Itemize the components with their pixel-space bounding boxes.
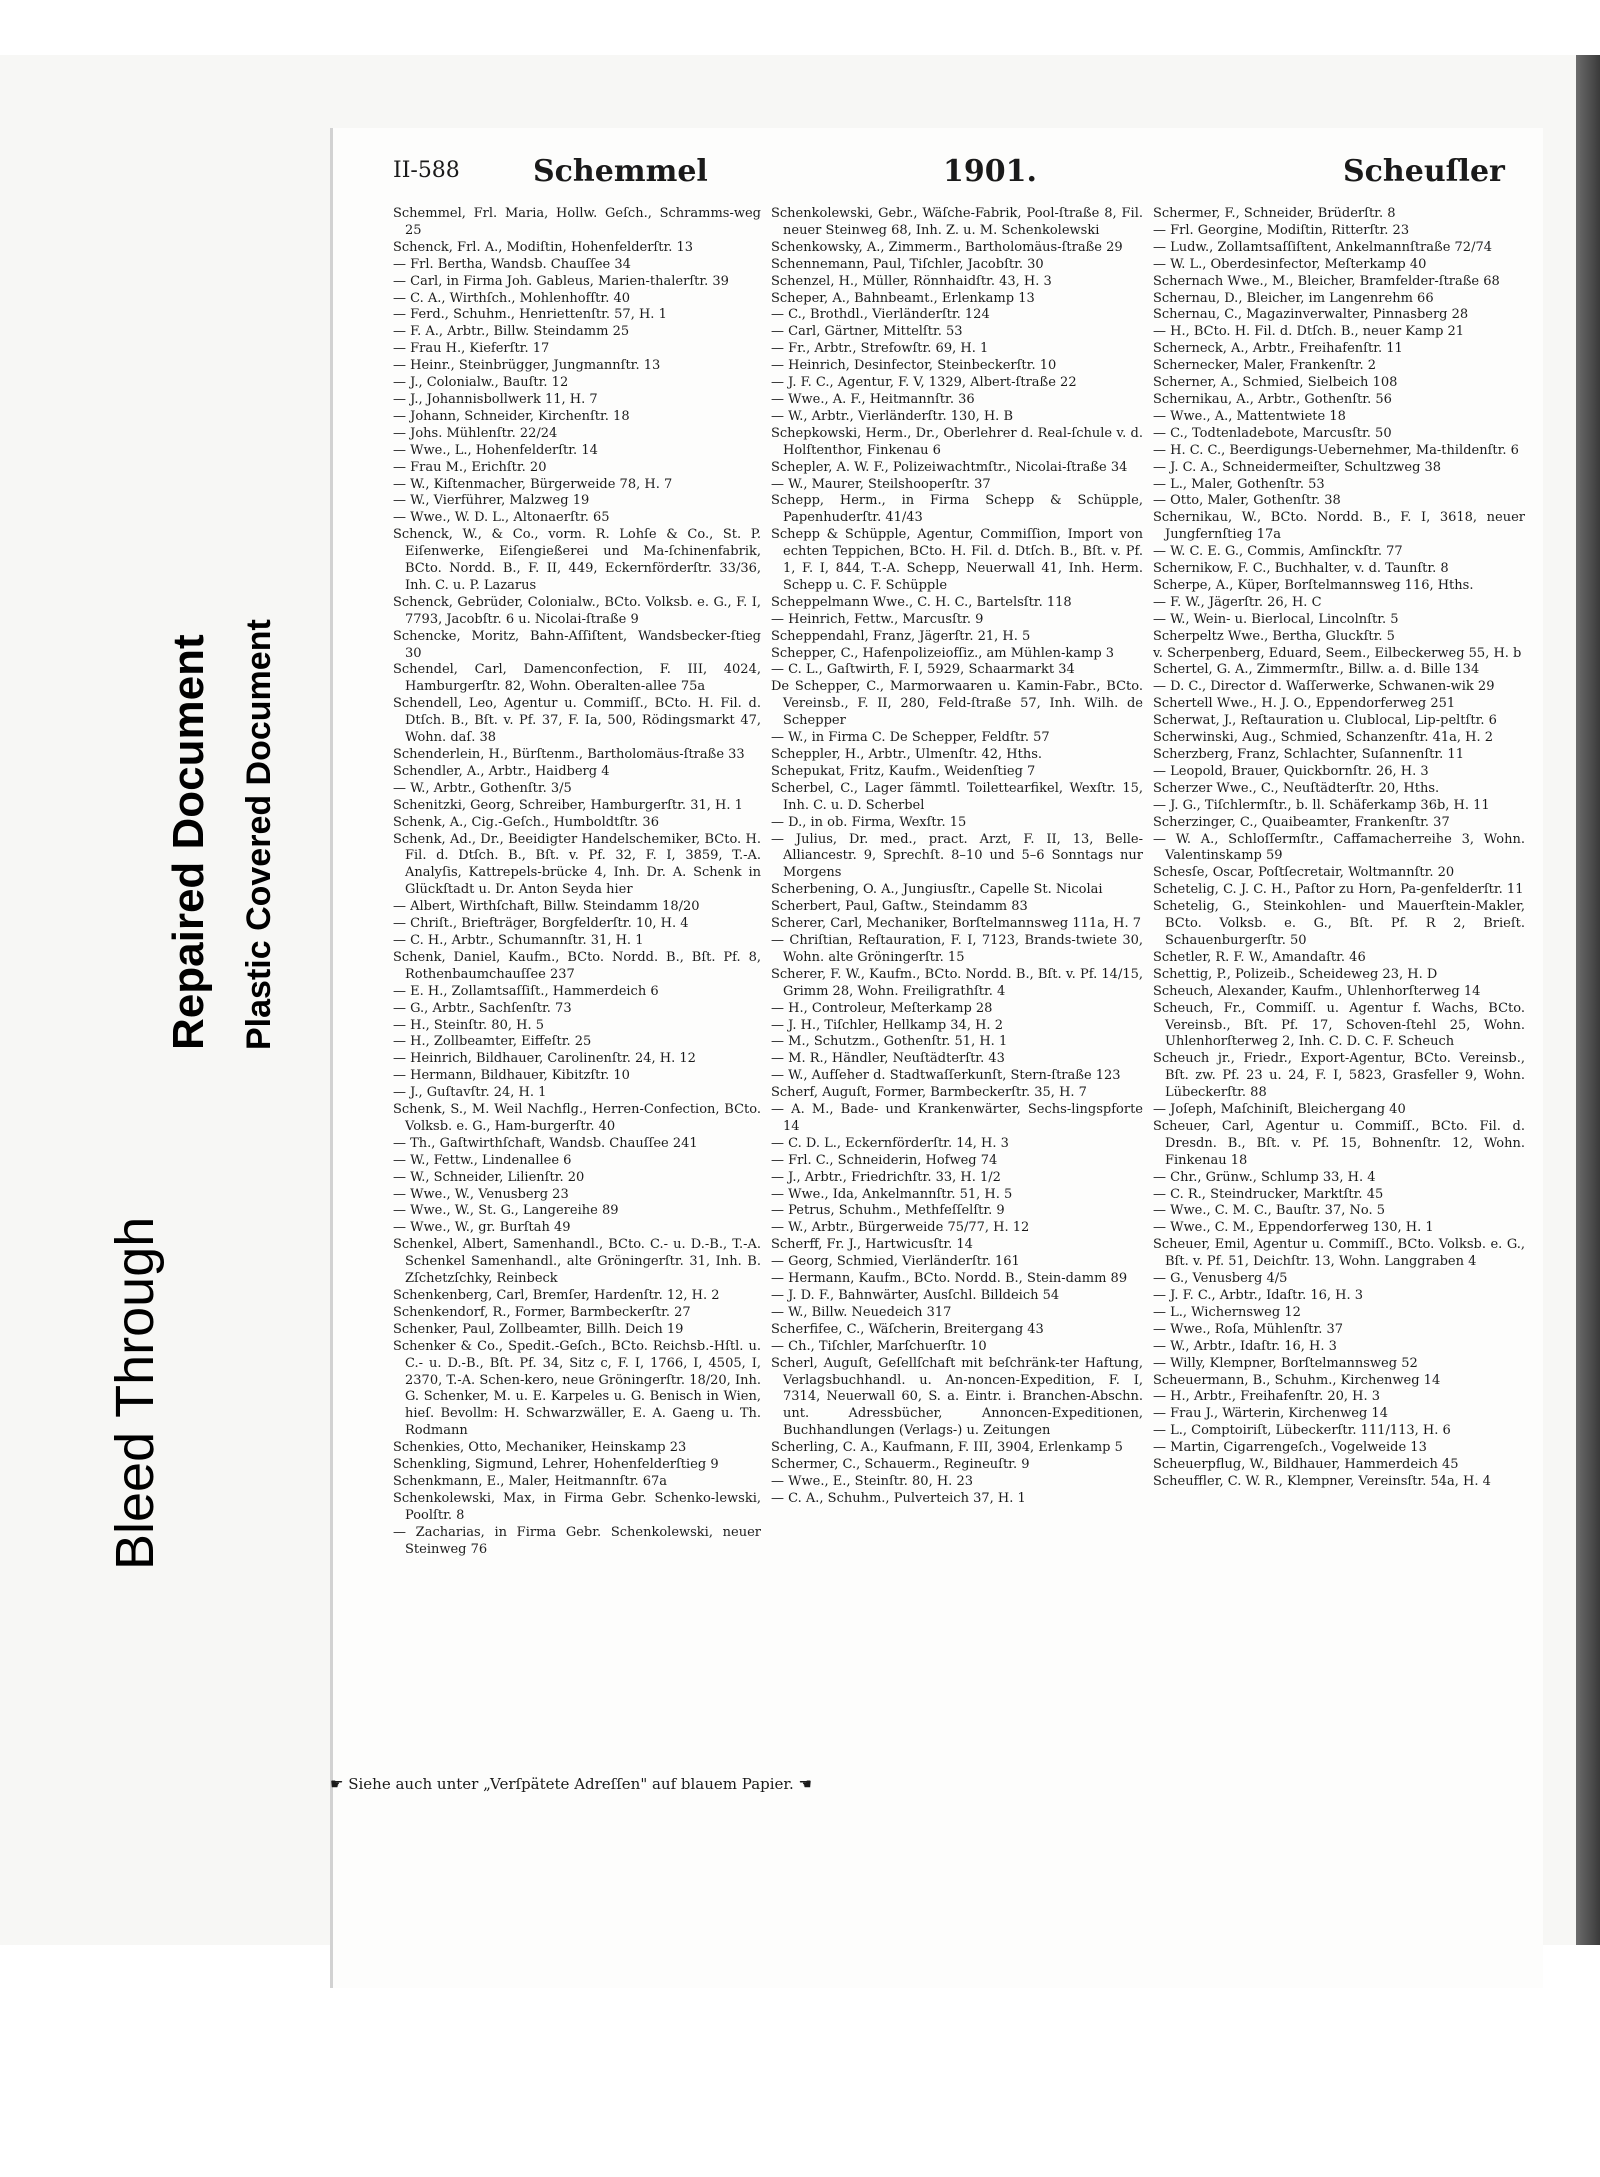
column-right (1153, 206, 1525, 1886)
directory-entry: — D., in ob. Firma, Wexſtr. 15 (771, 814, 967, 830)
label-bleed-through: Bleed Through (105, 1216, 165, 1570)
directory-entry: — L., Maler, Gothenſtr. 53 (1153, 476, 1325, 492)
directory-entry: Schenkenberg, Carl, Bremſer, Hardenſtr. 12, H. 2 (393, 1288, 720, 1303)
directory-entry: — W. C. E. G., Commis, Amſinckſtr. 77 (1153, 544, 1403, 560)
directory-entry: Schepkowski, Herm., Dr., Oberlehrer d. Real-ſchule v. d. Holſtenthor, Finkenau 6 (771, 425, 1143, 458)
directory-entry: Scheppler, H., Arbtr., Ulmenſtr. 42, Hths. (771, 747, 1043, 762)
directory-entry: — D. C., Director d. Waſſerwerke, Schwanen-wik 29 (1153, 679, 1495, 695)
directory-entry: — J., Guſtavſtr. 24, H. 1 (393, 1085, 547, 1101)
directory-entry: Scherl, Auguſt, Geſellſchaft mit beſchränk-ter Haftung, Verlagsbuchhandl. u. An-noncen-Expedition, F. I, 7314, Neuerwall 60, S. a. Eintr. i. Branchen-Abschn. unt. Adressbücher, Annoncen-Expeditionen, Buchhandlungen (Verlags-) u. Zeitungen (771, 1355, 1143, 1439)
directory-entry: — Frau J., Wärterin, Kirchenweg 14 (1153, 1406, 1388, 1422)
directory-entry: Schenker & Co., Spedit.-Geſch., BCto. Reichsb.-Hſtl. u. C.- u. D.-B., Bſt. Pf. 34, Sitz c, F. I, 1766, I, 4505, I, 2370, T.-A. Schen-kero, neue Gröningerſtr. 18/20, Inh. G. Schenker, M. u. E. Karpeles u. G. Benisch in Wien, hieſ. Bevollm: H. Schwarzwäller, E. A. Gaeng u. Th. Rodmann (393, 1338, 761, 1439)
directory-entry: Schepper, C., Hafenpolizeiofſiz., am Mühlen-kamp 3 (771, 645, 1115, 661)
directory-entry: Schennemann, Paul, Tiſchler, Jacobſtr. 30 (771, 256, 1044, 272)
directory-entry: — H., BCto. H. Fil. d. Dtſch. B., neuer Kamp 21 (1153, 324, 1465, 340)
directory-entry: — F. A., Arbtr., Billw. Steindamm 25 (393, 324, 630, 340)
directory-entry: — C. R., Steindrucker, Marktſtr. 45 (1153, 1186, 1384, 1202)
directory-entry: Schenkel, Albert, Samenhandl., BCto. C.- u. D.-B., T.-A. Schenkel Samenhandl., alte Gröningerſtr. 31, Inh. B. Zſchetzſchky, Reinbeck (393, 1237, 761, 1287)
directory-entry: v. Scherpenberg, Eduard, Seem., Eilbeckerweg 55, H. b (1153, 645, 1522, 661)
directory-entry: Schetelig, G., Steinkohlen- und Mauerſtein-Makler, BCto. Volksb. e. G., Bſt. Pf. R 2, Brieſt. Schauenburgerſtr. 50 (1153, 899, 1525, 948)
directory-entry: — Chriſt., Briefträger, Borgfelderſtr. 10, H. 4 (393, 916, 689, 932)
directory-entry: — Carl, in Firma Joh. Gableus, Marien-thalerſtr. 39 (393, 273, 729, 289)
directory-entry: Schetelig, C. J. C. H., Paſtor zu Horn, Pa-genfelderſtr. 11 (1153, 882, 1524, 898)
page-number: II-588 (393, 158, 460, 183)
directory-entry: Schencke, Moritz, Bahn-Aſſiſtent, Wandsbecker-ſtieg 30 (393, 628, 761, 661)
directory-entry: — G., Venusberg 4/5 (1153, 1271, 1288, 1287)
directory-entry: — W. L., Oberdesinfector, Meſterkamp 40 (1153, 256, 1427, 272)
directory-entry: — J. C. A., Schneidermeiſter, Schultzweg 38 (1153, 459, 1442, 475)
directory-entry: Scherer, F. W., Kaufm., BCto. Nordd. B., Bſt. v. Pf. 14/15, Grimm 28, Wohn. Freiligrathſtr. 4 (771, 966, 1143, 999)
directory-entry: Scherwinski, Aug., Schmied, Schanzenſtr. 41a, H. 2 (1153, 730, 1494, 746)
directory-entry: — C. A., Schuhm., Pulverteich 37, H. 1 (771, 1490, 1026, 1506)
directory-entry: Scherpe, A., Küper, Borſtelmannsweg 116, Hths. (1153, 577, 1474, 593)
directory-entry: Scheuch, Alexander, Kaufm., Uhlenhorſterweg 14 (1153, 983, 1481, 999)
directory-entry: — Martin, Cigarrengeſch., Vogelweide 13 (1153, 1440, 1427, 1456)
directory-entry: Scherff, Fr. J., Hartwicusſtr. 14 (771, 1237, 973, 1253)
directory-entry: Schendell, Leo, Agentur u. Commiſſ., BCto. H. Fil. d. Dtſch. B., Bſt. v. Pf. 37, F. Ia, 500, Rödingsmarkt 47, Wohn. daſ. 38 (393, 696, 761, 746)
column-middle (771, 206, 1143, 1886)
directory-entry: Schertel, G. A., Zimmermſtr., Billw. a. d. Bille 134 (1153, 662, 1480, 678)
directory-entry: Schenk, S., M. Weil Nachflg., Herren-Confection, BCto. Volksb. e. G., Ham-burgerſtr. 40 (393, 1102, 761, 1134)
directory-entry: — W., Arbtr., Bürgerweide 75/77, H. 12 (771, 1220, 1030, 1236)
directory-entry: — Ch., Tiſchler, Marſchuerſtr. 10 (771, 1338, 987, 1354)
directory-entry: Schernikow, F. C., Buchhalter, v. d. Taunſtr. 8 (1153, 561, 1449, 577)
directory-entry: Schendler, A., Arbtr., Haidberg 4 (393, 763, 610, 779)
directory-entry: Scheuch, Fr., Commiſſ. u. Agentur f. Wachs, BCto. Vereinsb., Bſt. Pf. 17, Schoven-ſtehl 25, Wohn. Uhlenhorſterweg 2, Inh. C. D. C. F. Scheuch (1153, 1000, 1525, 1050)
directory-entry: Schenk, Daniel, Kaufm., BCto. Nordd. B., Bſt. Pf. 8, Rothenbaumchauſſee 237 (393, 949, 761, 982)
directory-entry: — W., Billw. Neuedeich 317 (771, 1304, 952, 1320)
directory-entry: — C., Brothdl., Vierländerſtr. 124 (771, 307, 990, 323)
directory-entry: De Schepper, C., Marmorwaaren u. Kamin-Fabr., BCto. Vereinsb., F. II, 280, Feld-ſtraße 57, Inh. Wilh. de Schepper (771, 679, 1143, 729)
directory-entry: — Frau H., Kieferſtr. 17 (393, 341, 550, 357)
directory-entry: — Ludw., Zollamtsaſſiſtent, Ankelmannſtraße 72/74 (1153, 239, 1492, 255)
directory-entry: — Chriſtian, Reſtauration, F. I, 7123, Brands-twiete 30, Wohn. alte Gröningerſtr. 15 (771, 932, 1143, 965)
directory-entry: — Chr., Grünw., Schlump 33, H. 4 (1153, 1169, 1376, 1185)
directory-entry: — H., Steinſtr. 80, H. 5 (393, 1017, 544, 1033)
directory-entry: Schernau, D., Bleicher, im Langenrehm 66 (1153, 290, 1434, 306)
directory-entry: Schenck, Gebrüder, Colonialw., BCto. Volksb. e. G., F. I, 7793, Jacobſtr. 6 u. Nicolai-ſtraße 9 (393, 594, 761, 627)
directory-entry: — Wwe., C. M., Eppendorferweg 130, H. 1 (1153, 1220, 1434, 1236)
directory-entry: — H. C. C., Beerdigungs-Uebernehmer, Ma-thildenſtr. 6 (1153, 442, 1519, 458)
directory-entry: Scheppelmann Wwe., C. H. C., Bartelsſtr. 118 (771, 594, 1072, 610)
directory-entry: — Zacharias, in Firma Gebr. Schenkolewski, neuer Steinweg 76 (393, 1524, 761, 1557)
directory-entry: — J., Colonialw., Bauſtr. 12 (393, 375, 569, 391)
directory-entry: Schernau, C., Magazinverwalter, Pinnasberg 28 (1153, 307, 1469, 323)
directory-entry: — L., Comptoiriſt, Lübeckerſtr. 111/113, H. 6 (1153, 1423, 1451, 1439)
directory-entry: — Heinr., Steinbrügger, Jungmannſtr. 13 (393, 358, 661, 374)
directory-entry: Schepp & Schüpple, Agentur, Commiſſion, Import von echten Teppichen, BCto. H. Fil. d. Dtſch. B., Bſt. v. Pf. 1, F. I, 844, T.-A. Schepp, Neuerwall 41, Inh. Herm. Schepp u. C. F. Schüpple (771, 527, 1143, 593)
directory-entry: — Frl. Georgine, Modiſtin, Ritterſtr. 23 (1153, 222, 1410, 238)
directory-entry: — Willy, Klempner, Borſtelmannsweg 52 (1153, 1355, 1418, 1371)
directory-entry: — M., Schutzm., Gothenſtr. 51, H. 1 (771, 1034, 1008, 1050)
directory-entry: Schenk, Ad., Dr., Beeidigter Handelschemiker, BCto. H. Fil. d. Dtſch. B., Bſt. v. Pf. 32, F. I, 3859, T.-A. Analyſis, Kattrepels-brücke 4, Inh. Dr. A. Schenk in Glückſtadt u. Dr. Anton Seyda hier (393, 831, 761, 898)
directory-entry: — Wwe., E., Steinſtr. 80, H. 23 (771, 1473, 973, 1489)
directory-entry: — Frl. Bertha, Wandsb. Chauſſee 34 (393, 256, 631, 272)
directory-entry: — H., Controleur, Meſterkamp 28 (771, 1000, 993, 1016)
directory-entry: Schenkowsky, A., Zimmerm., Bartholomäus-ſtraße 29 (771, 239, 1123, 255)
directory-entry: Scherf, Auguſt, Former, Barmbeckerſtr. 35, H. 7 (771, 1085, 1087, 1101)
directory-entry: — Wwe., W., Venusberg 23 (393, 1186, 569, 1202)
directory-entry: — Wwe., C. M. C., Bauſtr. 37, No. 5 (1153, 1203, 1385, 1219)
directory-entry: Schenkies, Otto, Mechaniker, Heinskamp 23 (393, 1440, 687, 1456)
directory-entry: — C. A., Wirthſch., Mohlenhofſtr. 40 (393, 290, 631, 306)
directory-entry: Scheuch jr., Friedr., Export-Agentur, BCto. Vereinsb., Bſt. zw. Pf. 23 u. 24, F. I, 5823, Grasfeller 9, Wohn. Lübeckerſtr. 88 (1153, 1051, 1525, 1101)
directory-entry: Schernach Wwe., M., Bleicher, Bramfelder-ſtraße 68 (1153, 273, 1500, 289)
directory-entry: — W., Maurer, Steilshooperſtr. 37 (771, 476, 991, 492)
directory-entry: — Wwe., A. F., Heitmannſtr. 36 (771, 391, 975, 407)
directory-entry: Schertell Wwe., H. J. O., Eppendorferweg 251 (1153, 696, 1456, 712)
directory-entry: — Petrus, Schuhm., Methfeſſelſtr. 9 (771, 1203, 1005, 1219)
directory-entry: — W., Schneider, Lilienſtr. 20 (393, 1169, 585, 1185)
directory-entry: — J., Johannisbollwerk 11, H. 7 (393, 391, 598, 407)
directory-entry: — F. W., Jägerſtr. 26, H. C (1153, 594, 1322, 610)
directory-entry: — J., Arbtr., Friedrichſtr. 33, H. 1/2 (771, 1169, 1001, 1185)
directory-entry: Schermer, C., Schauerm., Regineuſtr. 9 (771, 1457, 1030, 1473)
header-right-keyword: Scheuſler (1343, 154, 1505, 189)
directory-entry: Scheuermann, B., Schuhm., Kirchenweg 14 (1153, 1372, 1441, 1388)
directory-entry: — Wwe., Ida, Ankelmannſtr. 51, H. 5 (771, 1186, 1013, 1202)
directory-entry: Schernikau, A., Arbtr., Gothenſtr. 56 (1153, 391, 1392, 407)
directory-entry: Schenk, A., Cig.-Geſch., Humboldtſtr. 36 (393, 814, 659, 830)
directory-entry: — J. D. F., Bahnwärter, Ausſchl. Billdeich 54 (771, 1288, 1060, 1303)
directory-entry: — Johann, Schneider, Kirchenſtr. 18 (393, 408, 630, 424)
directory-entry: Schepp, Herm., in Firma Schepp & Schüpple, Papenhuderſtr. 41/43 (771, 493, 1143, 526)
directory-entry: — A. M., Bade- und Krankenwärter, Sechs-lingspforte 14 (771, 1102, 1143, 1134)
directory-entry: — Georg, Schmied, Vierländerſtr. 161 (771, 1254, 1020, 1270)
directory-entry: Scherwat, J., Reſtauration u. Clublocal, Lip-peltſtr. 6 (1153, 713, 1497, 729)
directory-entry: Scheuffler, C. W. R., Klempner, Vereinsſtr. 54a, H. 4 (1153, 1473, 1491, 1489)
directory-entry: Schernikau, W., BCto. Nordd. B., F. I, 3618, neuer Jungfernſtieg 17a (1153, 510, 1525, 543)
directory-entry: Schetler, R. F. W., Amandaſtr. 46 (1153, 949, 1366, 965)
directory-entry: — J. F. C., Arbtr., Idaſtr. 16, H. 3 (1153, 1288, 1364, 1303)
directory-entry: — Wwe., W. D. L., Altonaerſtr. 65 (393, 510, 610, 526)
directory-entry: Schettig, P., Polizeib., Scheideweg 23, H. D (1153, 966, 1438, 982)
directory-entry: Scherbening, O. A., Jungiusſtr., Capelle St. Nicolai (771, 882, 1103, 898)
directory-entry: Scheppendahl, Franz, Jägerſtr. 21, H. 5 (771, 628, 1031, 644)
directory-entry: Schepukat, Fritz, Kaufm., Weidenſtieg 7 (771, 763, 1036, 779)
directory-entry: Schenderlein, H., Bürſtenm., Bartholomäus-ſtraße 33 (393, 747, 745, 762)
directory-entry: Scherzinger, C., Quaibeamter, Frankenſtr. 37 (1153, 814, 1450, 830)
directory-entry: Scherneck, A., Arbtr., Freihafenſtr. 11 (1153, 341, 1403, 357)
directory-entry: — Leopold, Brauer, Quickbornſtr. 26, H. 3 (1153, 763, 1429, 779)
directory-entry: — W., Aufſeher d. Stadtwaſſerkunſt, Stern-ſtraße 123 (771, 1068, 1121, 1084)
directory-entry: — Fr., Arbtr., Strefowſtr. 69, H. 1 (771, 341, 989, 357)
directory-entry: Schenkling, Sigmund, Lehrer, Hohenfelderſtieg 9 (393, 1457, 719, 1473)
directory-entry: Schenkolewski, Max, in Firma Gebr. Schenko-lewski, Poolſtr. 8 (393, 1490, 761, 1523)
directory-entry: — Wwe., Roſa, Mühlenſtr. 37 (1153, 1321, 1344, 1337)
directory-entry: Schemmel, Frl. Maria, Hollw. Geſch., Schramms-weg 25 (393, 206, 761, 238)
directory-entry: — G., Arbtr., Sachſenſtr. 73 (393, 1000, 572, 1016)
directory-entry: — C., Todtenladebote, Marcusſtr. 50 (1153, 425, 1392, 441)
directory-entry: Schepler, A. W. F., Polizeiwachtmſtr., Nicolai-ſtraße 34 (771, 459, 1128, 475)
directory-entry: Schenker, Paul, Zollbeamter, Billh. Deich 19 (393, 1321, 684, 1337)
directory-entry: — J. G., Tiſchlermſtr., b. ll. Schäferkamp 36b, H. 11 (1153, 797, 1490, 813)
directory-entry: Scherfifee, C., Wäſcherin, Breitergang 43 (771, 1321, 1044, 1337)
directory-entry: Scheuer, Emil, Agentur u. Commiſſ., BCto. Volksb. e. G., Bſt. v. Pf. 51, Deichſtr. 13, Wohn. Langgraben 4 (1153, 1237, 1525, 1270)
directory-entry: Schenkmann, E., Maler, Heitmannſtr. 67a (393, 1473, 668, 1489)
directory-entry: Scherling, C. A., Kaufmann, F. III, 3904, Erlenkamp 5 (771, 1440, 1123, 1456)
directory-entry: Scherer, Carl, Mechaniker, Borſtelmannsweg 111a, H. 7 (771, 916, 1142, 932)
directory-entry: Schenzel, H., Müller, Rönnhaidſtr. 43, H. 3 (771, 273, 1052, 289)
scanned-page (330, 128, 1543, 1988)
directory-entry: Schendel, Carl, Damenconfection, F. III, 4024, Hamburgerſtr. 82, Wohn. Oberalten-allee 75a (393, 662, 761, 695)
directory-entry: Schesſe, Oscar, Poſtſecretair, Woltmannſtr. 20 (1153, 865, 1455, 881)
directory-entry: — Hermann, Kaufm., BCto. Nordd. B., Stein-damm 89 (771, 1271, 1128, 1287)
directory-entry: Schenck, Frl. A., Modiſtin, Hohenfelderſtr. 13 (393, 239, 694, 255)
directory-entry: Scherpeltz Wwe., Bertha, Gluckſtr. 5 (1153, 628, 1395, 644)
directory-entry: Schenkolewski, Gebr., Wäſche-Fabrik, Pool-ſtraße 8, Fil. neuer Steinweg 68, Inh. Z. u. M. Schenkolewski (771, 206, 1143, 238)
directory-entry: — W., Wein- u. Bierlocal, Lincolnſtr. 5 (1153, 611, 1399, 627)
directory-entry: — M. R., Händler, Neuſtädterſtr. 43 (771, 1051, 1005, 1067)
column-left (393, 206, 761, 1886)
directory-entry: — Hermann, Bildhauer, Kibitzſtr. 10 (393, 1068, 630, 1084)
directory-entry: — Frau M., Erichſtr. 20 (393, 459, 547, 475)
directory-entry: — H., Arbtr., Freihafenſtr. 20, H. 3 (1153, 1389, 1381, 1405)
directory-entry: — E. H., Zollamtsaſſiſt., Hammerdeich 6 (393, 983, 659, 999)
directory-entry: — W., Kiſtenmacher, Bürgerweide 78, H. 7 (393, 476, 673, 492)
directory-entry: Schenck, W., & Co., vorm. R. Lohſe & Co., St. P. Eiſenwerke, Eiſengießerei und Ma-ſchinenfabrik, BCto. Nordd. B., F. II, 449, Eckernförderſtr. 33/36, Inh. C. u. P. Lazarus (393, 527, 761, 593)
directory-entry: — Heinrich, Fettw., Marcusſtr. 9 (771, 611, 984, 627)
directory-entry: — C. L., Gaſtwirth, F. I, 5929, Schaarmarkt 34 (771, 662, 1075, 678)
directory-entry: — Wwe., W., St. G., Langereihe 89 (393, 1203, 619, 1219)
directory-entry: Scherner, A., Schmied, Sielbeich 108 (1153, 375, 1398, 391)
page-header (333, 154, 1543, 192)
directory-entry: — Albert, Wirthſchaft, Billw. Steindamm 18/20 (393, 899, 700, 915)
header-left-keyword: Schemmel (533, 154, 708, 189)
directory-entry: Scherbel, C., Lager ſämmtl. Toilettearfikel, Wexſtr. 15, Inh. C. u. D. Scherbel (771, 780, 1143, 813)
directory-entry: — W., Arbtr., Vierländerſtr. 130, H. B (771, 408, 1014, 424)
directory-entry: Schenkendorf, R., Former, Barmbeckerſtr. 27 (393, 1304, 691, 1320)
directory-entry: — Julius, Dr. med., pract. Arzt, F. II, 13, Belle-Alliancestr. 9, Sprechſt. 8–10 und 5–6 Sonntags nur Morgens (771, 831, 1143, 881)
directory-entry: — Heinrich, Desinfector, Steinbeckerſtr. 10 (771, 358, 1057, 374)
directory-entry: — W., Arbtr., Gothenſtr. 3/5 (393, 780, 572, 796)
directory-entry: — J. F. C., Agentur, F. V, 1329, Albert-ſtraße 22 (771, 375, 1077, 391)
directory-entry: — Wwe., A., Mattentwiete 18 (1153, 408, 1346, 424)
directory-entry: — Joſeph, Maſchiniſt, Bleichergang 40 (1153, 1102, 1406, 1118)
directory-entry: — W., Fettw., Lindenallee 6 (393, 1152, 572, 1168)
side-labels (100, 560, 320, 1570)
directory-entry: — W., Vierführer, Malzweg 19 (393, 493, 590, 509)
directory-entry: — J. H., Tiſchler, Hellkamp 34, H. 2 (771, 1017, 1003, 1033)
directory-entry: — C. H., Arbtr., Schumannſtr. 31, H. 1 (393, 932, 644, 948)
directory-entry: Scheuer, Carl, Agentur u. Commiſſ., BCto. Fil. d. Dresdn. B., Bſt. v. Pf. 15, Bohnenſtr. 12, Wohn. Finkenau 18 (1153, 1118, 1525, 1168)
header-year: 1901. (943, 154, 1037, 189)
scanner-edge (1576, 55, 1600, 1945)
directory-entry: Scheper, A., Bahnbeamt., Erlenkamp 13 (771, 290, 1035, 306)
directory-columns (393, 206, 1533, 1886)
directory-entry: — Johs. Mühlenſtr. 22/24 (393, 425, 558, 441)
directory-entry: Schermer, F., Schneider, Brüderſtr. 8 (1153, 206, 1396, 221)
directory-entry: — W. A., Schloſſermſtr., Caffamacherreihe 3, Wohn. Valentinskamp 59 (1153, 831, 1525, 864)
label-repaired-document-main: Repaired Document (164, 634, 213, 1050)
directory-entry: Scheuerpflug, W., Bildhauer, Hammerdeich 45 (1153, 1457, 1459, 1473)
footer-note: ☛ Siehe auch unter „Verſpätete Adreſſen" auf blauem Papier. ☚ (330, 1775, 812, 1793)
directory-entry: — L., Wichernsweg 12 (1153, 1304, 1301, 1320)
directory-entry: Scherzberg, Franz, Schlachter, Suſannenſtr. 11 (1153, 747, 1464, 762)
directory-entry: Scherbert, Paul, Gaſtw., Steindamm 83 (771, 899, 1028, 915)
directory-entry: — W., in Firma C. De Schepper, Feldſtr. 57 (771, 730, 1050, 746)
directory-entry: — W., Arbtr., Idaſtr. 16, H. 3 (1153, 1338, 1337, 1354)
directory-entry: — Carl, Gärtner, Mittelſtr. 53 (771, 324, 963, 340)
directory-entry: — H., Zollbeamter, Eiffeſtr. 25 (393, 1034, 592, 1050)
label-plastic-covered: Plastic Covered Document (240, 619, 278, 1050)
directory-entry: — Frl. C., Schneiderin, Hofweg 74 (771, 1152, 998, 1168)
directory-entry: — C. D. L., Eckernförderſtr. 14, H. 3 (771, 1135, 1009, 1151)
directory-entry: — Th., Gaſtwirthſchaft, Wandsb. Chauſſee 241 (393, 1135, 698, 1151)
directory-entry: — Heinrich, Bildhauer, Carolinenſtr. 24, H. 12 (393, 1051, 696, 1067)
directory-entry: — Otto, Maler, Gothenſtr. 38 (1153, 493, 1341, 509)
directory-entry: Scherzer Wwe., C., Neuſtädterſtr. 20, Hths. (1153, 780, 1440, 796)
directory-entry: Schernecker, Maler, Frankenſtr. 2 (1153, 358, 1377, 374)
directory-entry: — Wwe., W., gr. Burſtah 49 (393, 1220, 571, 1236)
directory-entry: — Ferd., Schuhm., Henriettenſtr. 57, H. 1 (393, 307, 667, 323)
directory-entry: — Wwe., L., Hohenfelderſtr. 14 (393, 442, 598, 458)
directory-entry: Schenitzki, Georg, Schreiber, Hamburgerſtr. 31, H. 1 (393, 797, 743, 813)
